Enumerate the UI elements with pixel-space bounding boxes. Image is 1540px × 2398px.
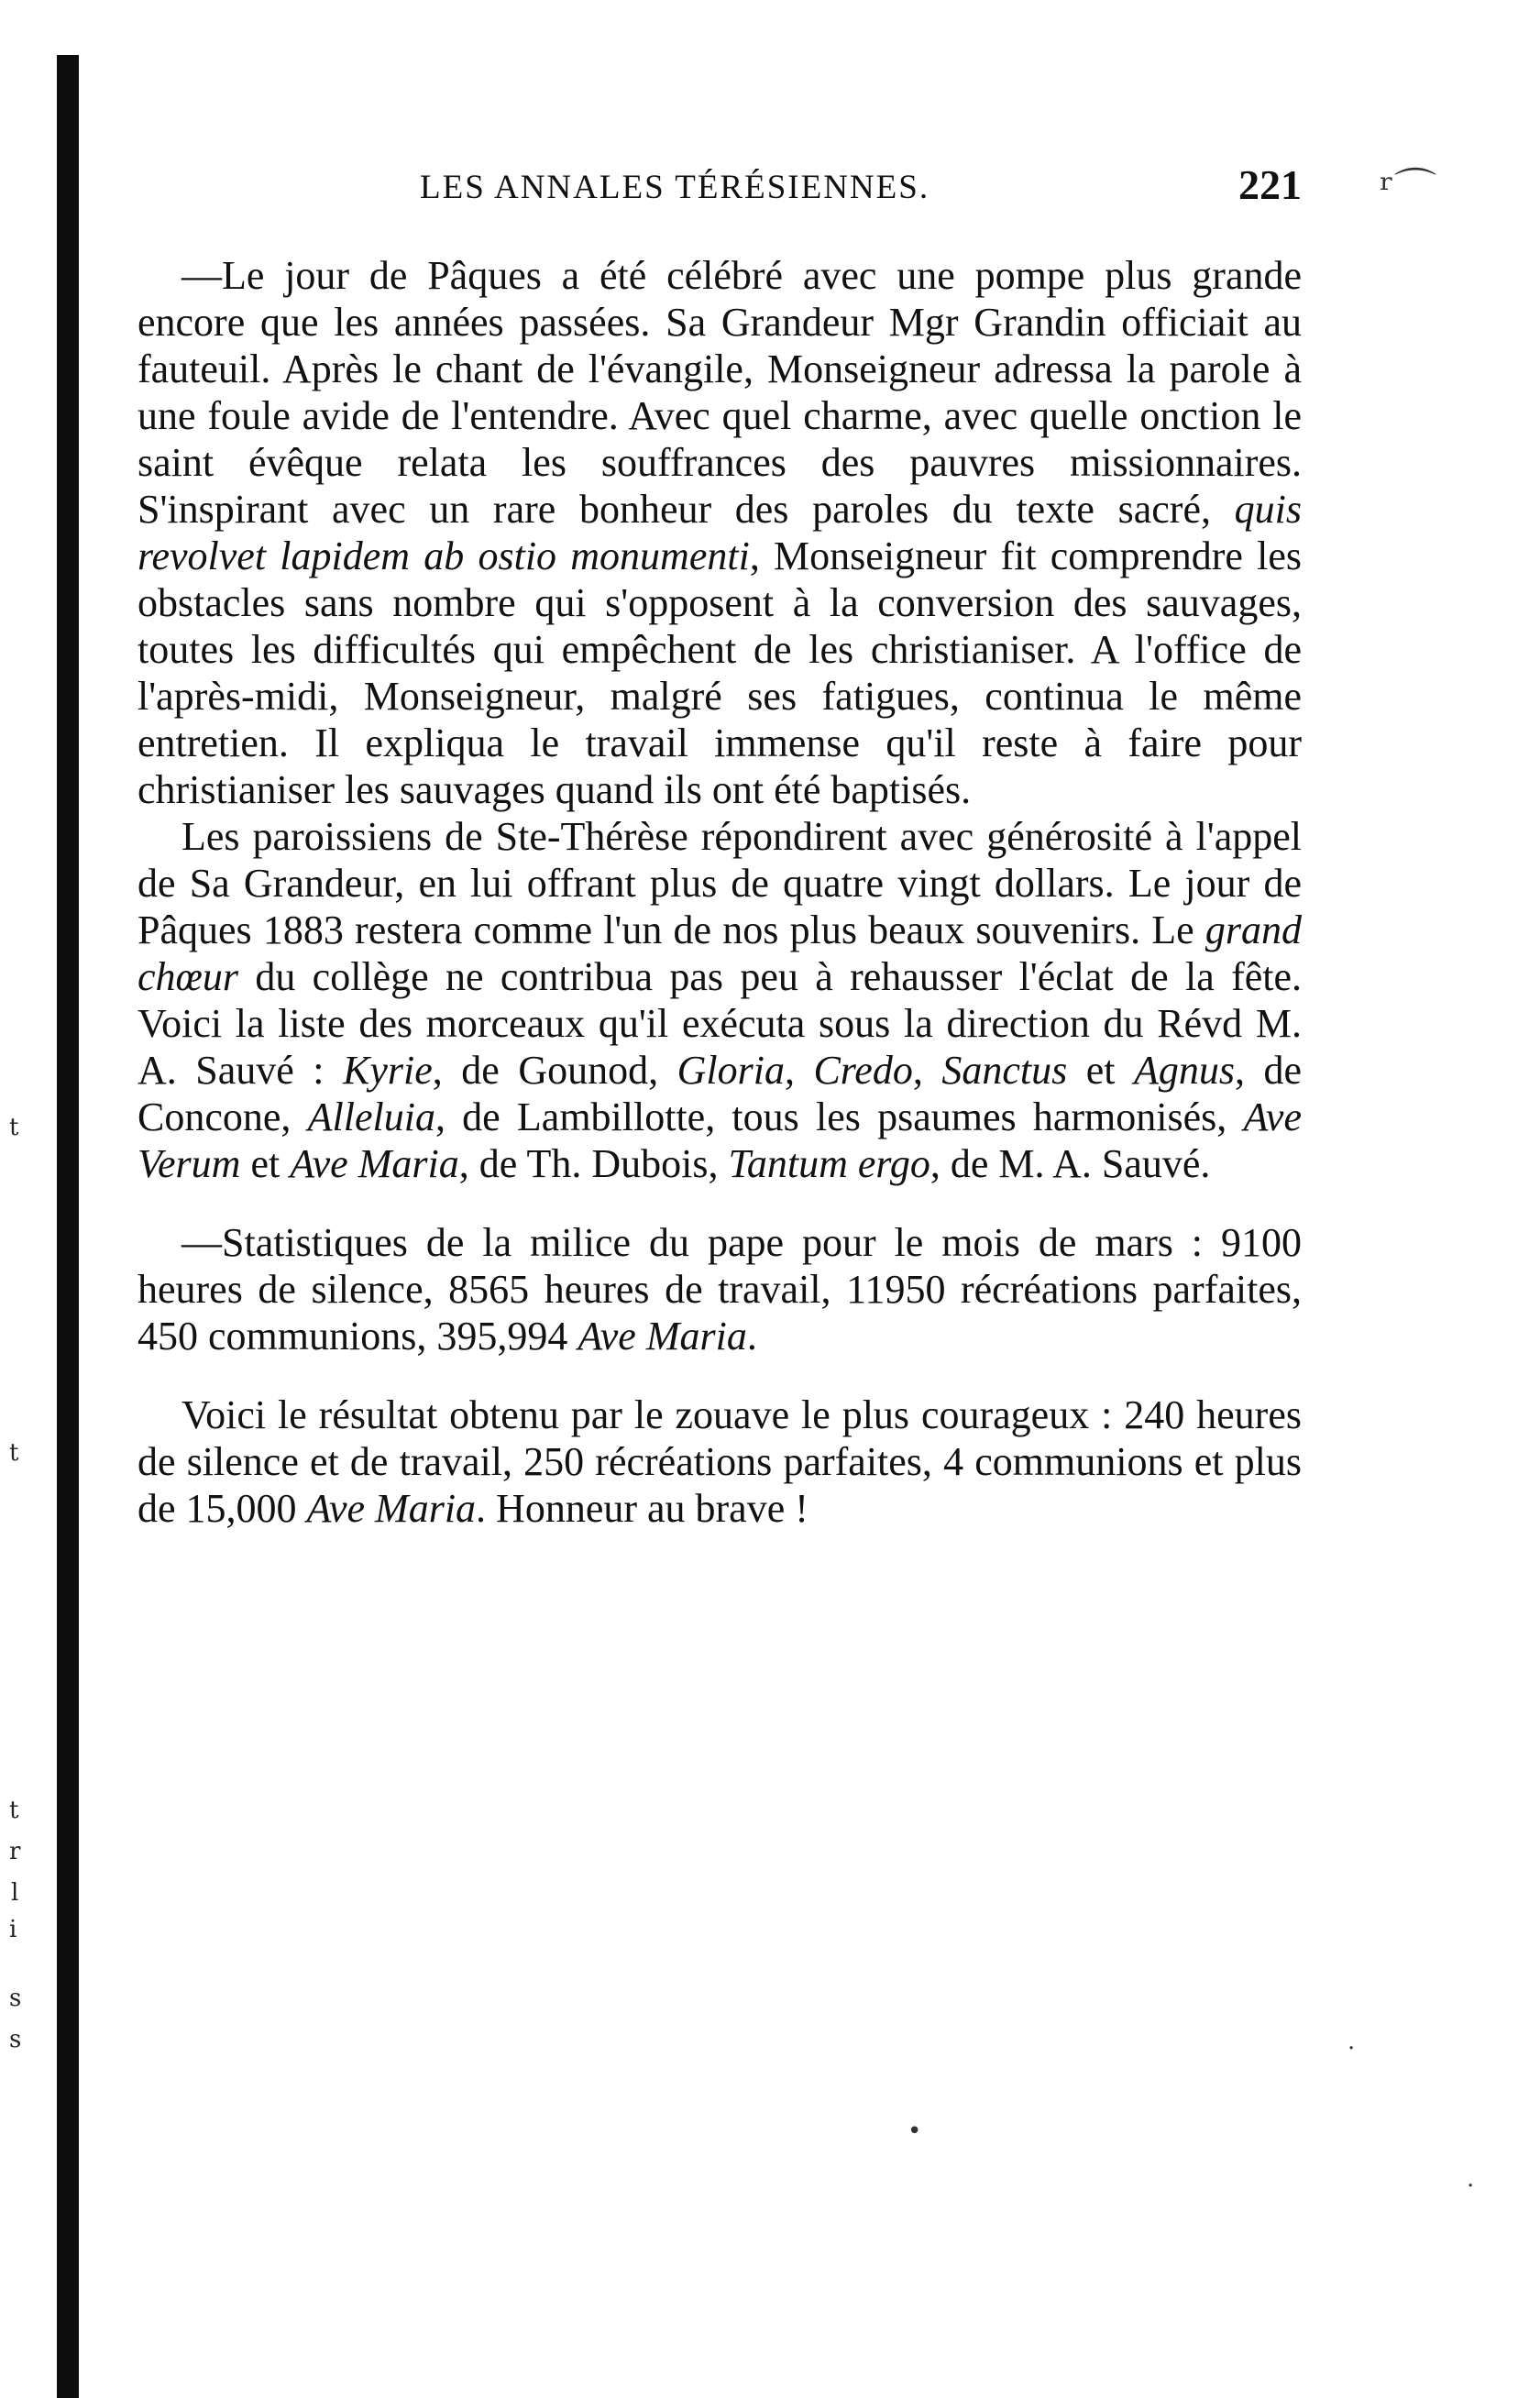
margin-letter: r — [9, 1838, 21, 1865]
italic-phrase: Ave Maria — [290, 1141, 459, 1186]
text-run: , de M. A. Sauvé. — [930, 1141, 1211, 1186]
italic-phrase: Ave Maria — [578, 1314, 747, 1358]
text-run: , de Th. Dubois, — [458, 1141, 729, 1186]
text-run: du collège ne contribua pas peu à rehausser l'éclat de la fête. Voici la liste des morceaux qu'il exécuta sous la direction du Révd M. A. Sauvé : — [138, 954, 1302, 1093]
margin-letter: t — [9, 1439, 19, 1467]
text-run: —Statistiques de la milice du pape pour le mois de mars : 9100 heures de silence, 8565 heures de travail, 11950 récréations parfaites, 450 communions, 395,994 — [138, 1220, 1302, 1358]
stray-mark: · — [1348, 2035, 1356, 2062]
italic-phrase: quis revolvet lapidem ab ostio monumenti — [138, 487, 1302, 578]
italic-phrase: Credo — [813, 1048, 913, 1093]
paragraph — [138, 1392, 1302, 1532]
stray-mark: · — [1467, 2172, 1475, 2200]
text-run: , de Concone, — [138, 1048, 1302, 1139]
corner-pencil-mark: ʳ⌒ — [1380, 164, 1436, 214]
text-run: , Monseigneur fit comprendre les obstacles sans nombre qui s'opposent à la conversion des sauvages, toutes les difficultés qui empêchent de les christianiser. A l'office de l'après-midi, Monseigneur, malgré ses fatigues, continua le même entretien. Il expliqua le travail immense qu'il reste à faire pour christianiser les sauvages quand ils ont été baptisés. — [138, 534, 1302, 812]
italic-phrase: Alleluia — [307, 1094, 435, 1139]
margin-letter: t — [9, 1797, 19, 1824]
italic-phrase: Tantum ergo — [728, 1141, 930, 1186]
text-run: . — [746, 1314, 757, 1358]
italic-phrase: Ave Maria — [306, 1486, 477, 1531]
paragraph — [138, 1219, 1302, 1359]
text-run: , — [784, 1048, 814, 1093]
italic-phrase: Gloria — [676, 1048, 785, 1093]
text-run: Voici le résultat obtenu par le zouave le plus courageux : 240 heures de silence et de travail, 250 récréations parfaites, 4 communions et plus de 15,000 — [138, 1392, 1302, 1531]
page-header — [138, 160, 1302, 215]
italic-phrase: Ave Verum — [138, 1094, 1302, 1186]
italic-phrase: Agnus — [1133, 1048, 1235, 1093]
margin-letter: s — [9, 1985, 22, 2012]
margin-letter: i — [9, 1916, 17, 1943]
binding-edge — [57, 55, 79, 2398]
left-margin-bleed — [0, 0, 55, 2398]
text-run: . Honneur au brave ! — [476, 1486, 808, 1531]
running-title: LES ANNALES TÉRÉSIENNES. — [420, 169, 930, 206]
margin-letter: s — [9, 2026, 22, 2053]
paragraph — [138, 252, 1302, 813]
italic-phrase: Sanctus — [941, 1048, 1068, 1093]
stray-mark: • — [908, 2118, 922, 2145]
paragraph — [138, 813, 1302, 1187]
text-run: , de Gounod, — [432, 1048, 677, 1093]
margin-letter: l — [11, 1879, 19, 1907]
page-number: 221 — [1238, 161, 1302, 208]
text-run: et — [1067, 1048, 1134, 1093]
margin-letter: t — [9, 1114, 19, 1141]
page-body — [138, 252, 1302, 1532]
italic-phrase: Kyrie — [343, 1048, 433, 1093]
text-run: , de Lambillotte, tous les psaumes harmonisés, — [434, 1094, 1244, 1139]
italic-phrase: grand chœur — [138, 908, 1302, 999]
text-run: Les paroissiens de Ste-Thérèse répondirent avec générosité à l'appel de Sa Grandeur, en lui offrant plus de quatre vingt dollars. Le jour de Pâques 1883 restera comme l'un de nos plus beaux souvenirs. Le — [138, 814, 1302, 952]
text-run: , — [912, 1048, 942, 1093]
text-run: —Le jour de Pâques a été célébré avec une pompe plus grande encore que les années passées. Sa Grandeur Mgr Grandin officiait au fauteuil. Après le chant de l'évangile, Monseigneur adressa la parole à une foule avide de l'entendre. Avec quel charme, avec quelle onction le saint évêque relata les souffrances des pauvres missionnaires. S'inspirant avec un rare bonheur des paroles du texte sacré, — [138, 253, 1302, 532]
text-run: et — [240, 1141, 291, 1186]
